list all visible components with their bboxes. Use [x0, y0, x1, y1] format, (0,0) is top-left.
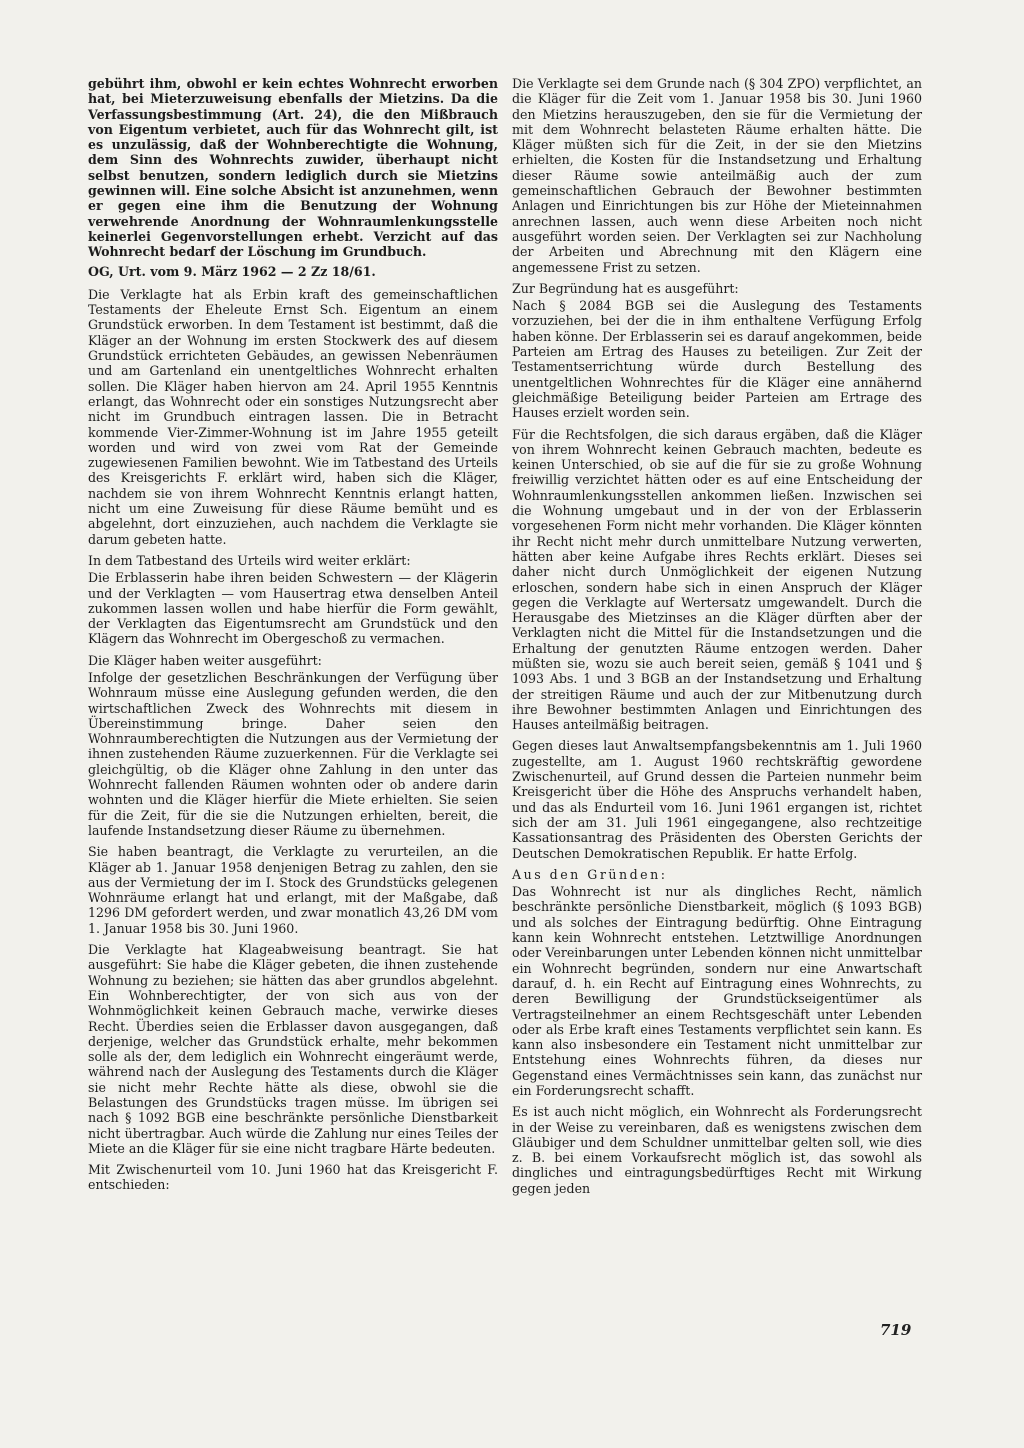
paragraph: Mit Zwischenurteil vom 10. Juni 1960 hat das Kreisgericht F. entschieden:	[88, 1162, 498, 1193]
paragraph: Gegen dieses laut Anwaltsempfangsbekenntnis am 1. Juli 1960 zugestellte, am 1. August 1960 rechtskräftig gewordene Zwischenurteil, auf Grund dessen die Parteien nunmehr beim Kreisgericht über die Höhe des Anspruchs verhandelt haben, und das als Endurteil vom 16. Juni 1961 ergangen ist, richtet sich der am 31. Juli 1961 eingegangene, also rechtzeitige Kassationsantrag des Präsidenten des Obersten Gerichts der Deutschen Demokratischen Republik. Er hatte Erfolg.	[512, 738, 922, 861]
paragraph: Die Verklagte sei dem Grunde nach (§ 304 ZPO) verpflichtet, an die Kläger für die Zeit vom 1. Januar 1958 bis 30. Juni 1960 den Mietzins herauszugeben, den sie für die Vermietung der mit dem Wohnrecht belasteten Räume erhalten hätte. Die Kläger müßten sich für die Zeit, in der sie den Mietzins erhielten, die Kosten für die Instandsetzung und Erhaltung dieser Räume sowie anteilmäßig auch der zum gemeinschaftlichen Gebrauch der Bewohner bestimmten Anlagen und Einrichtungen bis zur Höhe der Mieteinnahmen anrechnen lassen, auch wenn diese Arbeiten noch nicht ausgeführt worden seien. Der Verklagten sei zur Nachholung der Arbeiten und Abrechnung mit den Klägern eine angemessene Frist zu setzen.	[512, 76, 922, 275]
paragraph: Infolge der gesetzlichen Beschränkungen der Verfügung über Wohnraum müsse eine Auslegung gefunden werden, die den wirtschaftlichen Zweck des Wohnrechts mit diesem in Übereinstimmung bringe. Daher seien den Wohnraumberechtigten die Nutzungen aus der Vermietung der ihnen zustehenden Räume zuzuerkennen. Für die Verklagte sei gleichgültig, ob die Kläger ohne Zahlung in den unter das Wohnrecht fallenden Räumen wohnten oder ob andere darin wohnten und die Kläger hierfür die Miete erhielten. Sie seien für die Zeit, für die sie die Nutzungen erhielten, bereit, die laufende Instandsetzung dieser Räume zu übernehmen.	[88, 669, 498, 838]
paragraph: In dem Tatbestand des Urteils wird weiter erklärt:	[88, 552, 411, 568]
paragraph: Das Wohnrecht ist nur als dingliches Recht, nämlich beschränkte persönliche Dienstbarkeit, möglich (§ 1093 BGB) und als solches der Eintragung bedürftig. Ohne Eintragung kann kein Wohnrecht entstehen. Letztwillige Anordnungen oder Vereinbarungen unter Lebenden können nicht unmittelbar ein Wohnrecht begründen, sondern nur eine Anwartschaft darauf, d. h. ein Recht auf Eintragung eines Wohnrechts, zu deren Bewilligung der Grundstückseigentümer als Vertragsteilnehmer an einem Rechtsgeschäft unter Lebenden oder als Erbe kraft eines Testaments verpflichtet sein kann. Es kann also insbesondere ein Testament nicht unmittelbar zur Entstehung eines Wohnrechts führen, da dieses nur Gegenstand eines Vermächtnisses sein kann, das zunächst nur ein Forderungsrecht schafft.	[512, 884, 922, 1098]
paragraph: Für die Rechtsfolgen, die sich daraus ergäben, daß die Kläger von ihrem Wohnrecht keinen Gebrauch machten, bedeute es keinen Unterschied, ob sie auf die für sie zu große Wohnung freiwillig verzichtet hätten oder es auf eine Entscheidung der Wohnraumlenkungsstellen ankommen ließen. Inzwischen sei die Wohnung umgebaut und in der von der Erblasserin vorgesehenen Form nicht mehr vorhanden. Die Kläger könnten ihr Recht nicht mehr durch unmittelbare Nutzung verwerten, hätten aber keine Aufgabe ihres Rechts erklärt. Dieses sei daher nicht durch Unmöglichkeit der eigenen Nutzung erloschen, sondern habe sich in einen Anspruch der Kläger gegen die Verklagte auf Wertersatz umgewandelt. Durch die Herausgabe des Mietzinses an die Kläger dürften aber der Verklagten nicht die Mittel für die Instandsetzungen und die Erhaltung der genutzten Räume entzogen werden. Daher müßten sie, wozu sie auch bereit seien, gemäß § 1041 und § 1093 Abs. 1 und 3 BGB an der Instandsetzung und Erhaltung der streitigen Räume und auch der zur Mitbenutzung durch ihre Bewohner bestimmten Anlagen und Einrichtungen des Hauses anteilmäßig beitragen.	[512, 426, 922, 733]
paragraph: Die Verklagte hat als Erbin kraft des gemeinschaftlichen Testaments der Eheleute Ernst Sch. Eigentum an einem Grundstück erworben. In dem Testament ist bestimmt, daß die Kläger an der Wohnung im ersten Stockwerk des auf diesem Grundstück errichteten Gebäudes, an gewissen Nebenräumen und am Gartenland ein unentgeltliches Wohnrecht erhalten sollen. Die Kläger haben hiervon am 24. April 1955 Kenntnis erlangt, das Wohnrecht oder ein sonstiges Nutzungsrecht aber nicht im Grundbuch eintragen lassen. Die in Betracht kommende Vier-Zimmer-Wohnung ist im Jahre 1955 geteilt worden und wird von zwei vom Rat der Gemeinde zugewiesenen Familien bewohnt. Wie im Tatbestand des Urteils des Kreisgerichts F. erklärt wird, haben sich die Kläger, nachdem sie von ihrem Wohnrecht Kenntnis erlangt hatten, nicht um eine Zuweisung für diese Räume bemüht und es abgelehnt, dort einzuziehen, auch nachdem die Verklagte sie darum gebeten hatte.	[88, 286, 498, 547]
left-column	[88, 76, 498, 1199]
paragraph: Die Kläger haben weiter ausgeführt:	[88, 652, 322, 668]
paragraph: Es ist auch nicht möglich, ein Wohnrecht als Forderungsrecht in der Weise zu vereinbaren, daß es wenigstens zwischen dem Gläubiger und dem Schuldner unmittelbar gelten soll, wie dies z. B. bei einem Vorkaufsrecht möglich ist, das sowohl als dingliches und eintragungsbedürftiges Recht mit Wirkung gegen jeden	[512, 1104, 922, 1196]
paragraph: Sie haben beantragt, die Verklagte zu verurteilen, an die Kläger ab 1. Januar 1958 denjenigen Betrag zu zahlen, den sie aus der Vermietung der im I. Stock des Grundstücks gelegenen Wohnräume erlangt hat und erlangt, mit der Maßgabe, daß 1296 DM gefordert werden, und zwar monatlich 43,26 DM vom 1. Januar 1958 bis 30. Juni 1960.	[88, 844, 498, 936]
right-column	[512, 76, 922, 1202]
paragraph: Die Erblasserin habe ihren beiden Schwestern — der Klägerin und der Verklagten — vom Hausertrag etwa denselben Anteil zukommen lassen wollen und habe hierfür die Form gewählt, der Verklagten das Eigentumsrecht am Grundstück und den Klägern das Wohnrecht im Obergeschoß zu vermachen.	[88, 570, 498, 647]
section-heading: Aus den Gründen:	[512, 866, 668, 882]
case-citation: OG, Urt. vom 9. März 1962 — 2 Zz 18/61.	[88, 263, 376, 279]
headnote: gebührt ihm, obwohl er kein echtes Wohnrecht erworben hat, bei Mieterzuweisung ebenfalls der Mietzins. Da die Verfassungsbestimmung (Art. 24), die den Mißbrauch von Eigentum verbietet, auch für das Wohnrecht gilt, ist es unzulässig, daß der Wohnberechtigte die Wohnung, dem Sinn des Wohnrechts zuwider, überhaupt nicht selbst benutzen, sondern lediglich durch sie Mietzins gewinnen will. Eine solche Absicht ist anzunehmen, wenn er gegen eine ihm die Benutzung der Wohnung verwehrende Anordnung der Wohnraumlenkungsstelle keinerlei Gegenvorstellungen erhebt. Verzicht auf das Wohnrecht bedarf der Löschung im Grundbuch.	[88, 76, 498, 260]
paragraph: Die Verklagte hat Klageabweisung beantragt. Sie hat ausgeführt: Sie habe die Kläger gebeten, die ihnen zustehende Wohnung zu beziehen; sie hätten das aber grundlos abgelehnt. Ein Wohnberechtigter, der von sich aus von der Wohnmöglichkeit keinen Gebrauch mache, verwirke dieses Recht. Überdies seien die Erblasser davon ausgegangen, daß derjenige, welcher das Grundstück erhalte, mehr bekommen solle als der, dem lediglich ein Wohnrecht eingeräumt werde, während nach der Auslegung des Testaments durch die Kläger sie nicht mehr Rechte hätte als diese, obwohl sie die Belastungen des Grundstücks tragen müsse. Im übrigen sei nach § 1092 BGB eine beschränkte persönliche Dienstbarkeit nicht übertragbar. Auch würde die Zahlung nur eines Teiles der Miete an die Kläger für sie eine nicht tragbare Härte bedeuten.	[88, 942, 498, 1156]
paragraph: Zur Begründung hat es ausgeführt:	[512, 280, 739, 296]
paragraph: Nach § 2084 BGB sei die Auslegung des Testaments vorzuziehen, bei der die in ihm enthaltene Verfügung Erfolg haben könne. Der Erblasserin sei es darauf angekommen, beide Parteien am Ertrag des Hauses zu beteiligen. Zur Zeit der Testamentserrichtung würde durch Bestellung des unentgeltlichen Wohnrechtes für die Kläger eine annähernd gleichmäßige Beteiligung beider Parteien am Ertrage des Hauses erzielt worden sein.	[512, 298, 922, 421]
page-number: 719	[880, 1321, 912, 1339]
